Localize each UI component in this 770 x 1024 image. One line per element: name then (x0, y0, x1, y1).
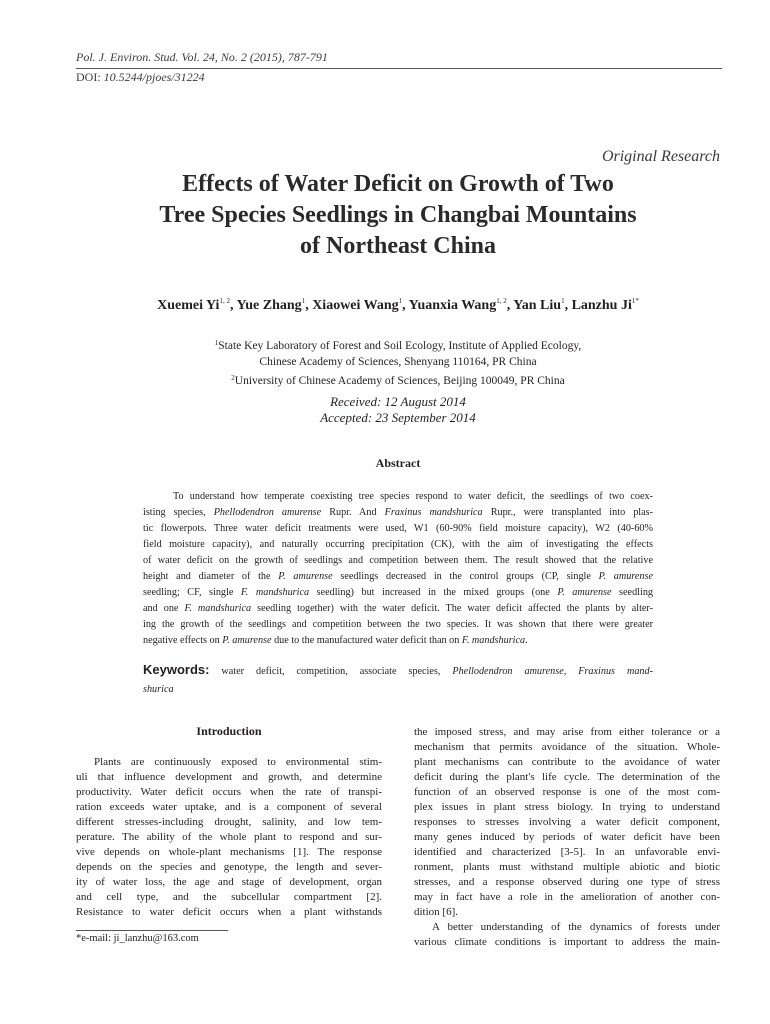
affiliation-2 (80, 370, 716, 389)
affiliation-1-cont: Chinese Academy of Sciences, Shenyang 110164, PR China (259, 356, 537, 368)
keyword-species: Phellodendron amurense (452, 666, 564, 677)
body-line: the imposed stress, and may arise from either tolerance or a (414, 726, 720, 738)
body-line: plex issues in plant stress biology. In trying to understand (414, 801, 720, 813)
author-name: Xuemei Yi (157, 298, 220, 313)
body-line: responses to stresses involving a water deficit component, (414, 816, 720, 828)
title-line: Tree Species Seedlings in Changbai Mountains (159, 202, 637, 228)
author-name: Yuanxia Wang (408, 298, 497, 313)
keyword-species: Fraxinus mand- (578, 666, 654, 677)
author-affil-sup: 1* (631, 297, 639, 305)
article-type: Original Research (601, 148, 720, 165)
abstract-line: tic flowerpots. Three water deficit treatments were used, W1 (60-90% field moisture capacity), W2 (40-60% (143, 523, 653, 534)
body-line: plant mechanisms can contribute to the avoidance of water (414, 756, 720, 768)
body-line: Plants are continuously exposed to environmental stim- (94, 756, 382, 768)
corresponding-email-footnote: *e-mail: ji_lanzhu@163.com (76, 933, 199, 944)
abstract-heading: Abstract (375, 456, 421, 470)
abstract-line: height and diameter of the P. amurense seedlings decreased in the control groups (CP, single P. amurense (143, 571, 653, 582)
body-line: stresses, and a response observed during one type of stress (414, 876, 720, 888)
body-line: ration exceeds water uptake, and is a component of several (76, 801, 382, 813)
abstract-line: field moisture capacity), and naturally occurring precipitation (CK), with the aim of investigating the effects (143, 539, 653, 550)
abstract-line: of water deficit on the growth of seedlings and competition between them. The result showed that the relative (143, 555, 653, 566)
body-line: perature. The ability of the whole plant to respond and sur- (76, 831, 382, 843)
body-line: depends on the species and genotype, the length and sever- (76, 861, 382, 873)
affiliations (80, 335, 716, 389)
dates (80, 394, 716, 426)
author-affil-sup: 1 (561, 297, 565, 305)
header-rule (76, 68, 722, 69)
body-line: function of an observed response is one of the most com- (414, 786, 720, 798)
body-line: Resistance to water deficit occurs when a plant withstands (76, 906, 382, 918)
abstract-line: negative effects on P. amurense due to the manufactured water deficit than on F. mandshurica. (143, 635, 528, 646)
species-name: Fraxinus mandshurica (384, 507, 483, 518)
body-line: and cell type, and the subcellular compartment [2]. (76, 891, 382, 903)
body-line: many genes induced by periods of water deficit have been (414, 831, 720, 843)
body-line: productivity. Water deficit occurs when the rate of transpi- (76, 786, 382, 798)
body-line: different stresses-including drought, salinity, and low tem- (76, 816, 382, 828)
abstract-line: To understand how temperate coexisting tree species respond to water deficit, the seedlings of two coex- (173, 491, 653, 502)
species-name: F. mandshurica (240, 587, 310, 598)
species-name: P. amurense (557, 587, 612, 598)
section-heading-introduction: Introduction (196, 724, 262, 738)
affil-text: State Key Laboratory of Forest and Soil Ecology, Institute of Applied Ecology, (218, 340, 582, 352)
body-line: ity of water loss, the age and stage of development, organ (76, 876, 382, 888)
accepted-date: Accepted: 23 September 2014 (320, 410, 476, 425)
author-affil-sup: 1 (301, 297, 306, 305)
author-name: Lanzhu Ji (571, 298, 632, 313)
species-name: P. amurense (222, 635, 272, 646)
abstract-line: and one F. mandshurica seedling together) with the water deficit. The water deficit affected the plants by alter- (143, 603, 654, 614)
keywords-line (143, 681, 653, 699)
body-line: mechanism that permits avoidance of the situation. Whole- (414, 741, 720, 753)
species-name: P. amurense (278, 571, 333, 582)
author-affil-sup: 1, 2 (496, 297, 507, 305)
species-name: P. amurense (598, 571, 653, 582)
abstract-line: seedling; CF, single F. mandshurica seedling) but increased in the mixed groups (one P. amurense seedling (143, 587, 654, 598)
author-name: Xiaowei Wang (312, 298, 399, 313)
body-line: uli that influence development and growth, and determine (76, 771, 382, 783)
body-line: various climate conditions is important to address the main- (414, 936, 720, 948)
body-line: deficit during the plant's life cycle. The determination of the (414, 771, 720, 783)
affiliation-1 (80, 335, 716, 354)
author-affil-sup: 1 (398, 297, 403, 305)
author-list: Xuemei Yi$^{1, 2}$, Yue Zhang$^1$, Xiaowei Wang$^1$, Yuanxia Wang$^{1, 2}$, Yan Liu$^1$, Lanzhu $Ji^{1*}$ (157, 297, 639, 313)
affil-sup: 2 (231, 374, 235, 382)
keyword-species: shurica (143, 684, 174, 695)
affil-text: University of Chinese Academy of Sciences, Beijing 100049, PR China (234, 375, 565, 387)
author-affil-sup: 1, 2 (219, 297, 230, 305)
footnote-rule (76, 930, 228, 931)
body-column-left (76, 755, 382, 920)
body-line: A better understanding of the dynamics of forests under (432, 921, 720, 933)
article-title (60, 169, 736, 262)
keywords-line: Keywords: water deficit, competition, associate species, Phellodendron amurense, Fraxinus mand- (143, 662, 654, 677)
journal-citation: Pol. J. Environ. Stud. Vol. 24, No. 2 (2015), 787-791 (76, 50, 328, 64)
species-name: Phellodendron amurense (213, 507, 322, 518)
author-name: Yue Zhang (236, 298, 302, 313)
abstract-line: isting species, Phellodendron amurense Rupr. And Fraxinus mandshurica Rupr., were transplanted into plas- (143, 507, 654, 518)
doi-link[interactable]: 10.5244/pjoes/31224 (103, 70, 205, 84)
body-line: may in fact have a role in the amelioration of another con- (414, 891, 720, 903)
species-name: F. mandshurica (461, 635, 526, 646)
body-column-right (414, 725, 720, 950)
received-date: Received: 12 August 2014 (330, 394, 466, 409)
body-line: ronment, plants must withstand multiple abiotic and biotic (414, 861, 720, 873)
body-line: dition [6]. (414, 906, 458, 918)
title-line: Effects of Water Deficit on Growth of Two (182, 171, 614, 197)
body-line: vive depends on whole-plant mechanisms [1]. The response (76, 846, 382, 858)
doi-line (76, 70, 205, 85)
keywords (143, 661, 653, 699)
author-name: Yan Liu (513, 298, 562, 313)
title-line: of Northeast China (300, 233, 496, 259)
affil-sup: 1 (214, 339, 219, 347)
keywords-label: Keywords: (143, 662, 210, 677)
species-name: F. mandshurica (184, 603, 252, 614)
abstract-body (143, 489, 653, 649)
doi-label: DOI: (76, 70, 104, 84)
abstract-line: ing the growth of the seedlings and competition between the two species. It was shown that there were greater (143, 619, 653, 630)
body-line: identified and characterized [3-5]. In an unfavorable envi- (414, 846, 720, 858)
